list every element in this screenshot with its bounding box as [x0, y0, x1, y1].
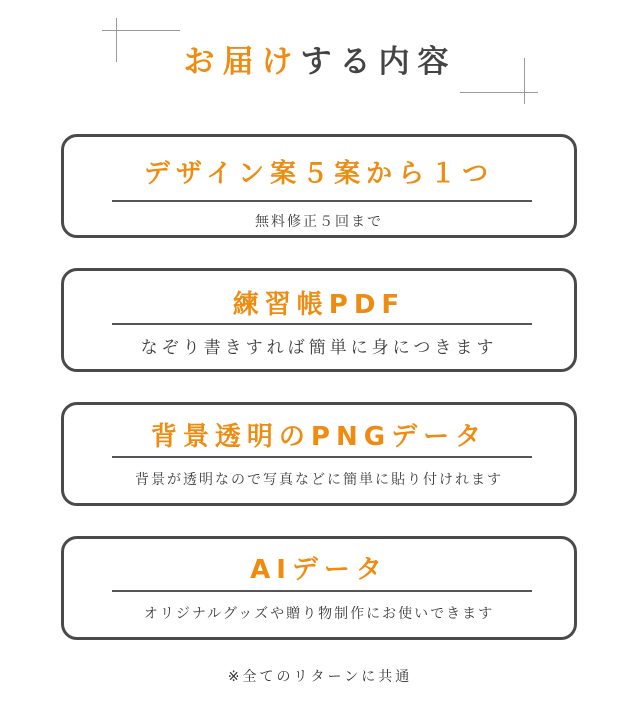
card-divider: [112, 323, 532, 325]
card-subtitle: 無料修正５回まで: [255, 214, 383, 230]
card-subtitle: 背景が透明なので写真などに簡単に貼り付けれます: [135, 472, 503, 488]
card-transparent-png: [61, 402, 577, 506]
card-divider: [112, 200, 532, 202]
card-ai-data: [61, 536, 577, 640]
card-divider: [112, 590, 532, 592]
card-title: 練習帳PDF: [232, 290, 406, 320]
card-subtitle: オリジナルグッズや贈り物制作にお使いできます: [143, 606, 495, 622]
card-design-proposals: [61, 134, 577, 238]
card-subtitle: なぞり書きすれば簡単に身につきます: [140, 338, 498, 358]
decor-line-top-left-horizontal: [102, 30, 180, 31]
card-title: AIデータ: [250, 555, 388, 585]
footnote: ※全てのリターンに共通: [227, 669, 413, 685]
decor-line-bottom-right-horizontal: [460, 92, 538, 93]
page-title-rest: する内容: [300, 44, 457, 80]
card-title: デザイン案５案から１つ: [143, 159, 495, 189]
page-title: [0, 36, 640, 81]
page-title-accent: お届け: [183, 44, 301, 80]
card-practice-pdf: [61, 268, 577, 372]
card-title: 背景透明のPNGデータ: [150, 422, 488, 452]
card-divider: [112, 456, 532, 458]
